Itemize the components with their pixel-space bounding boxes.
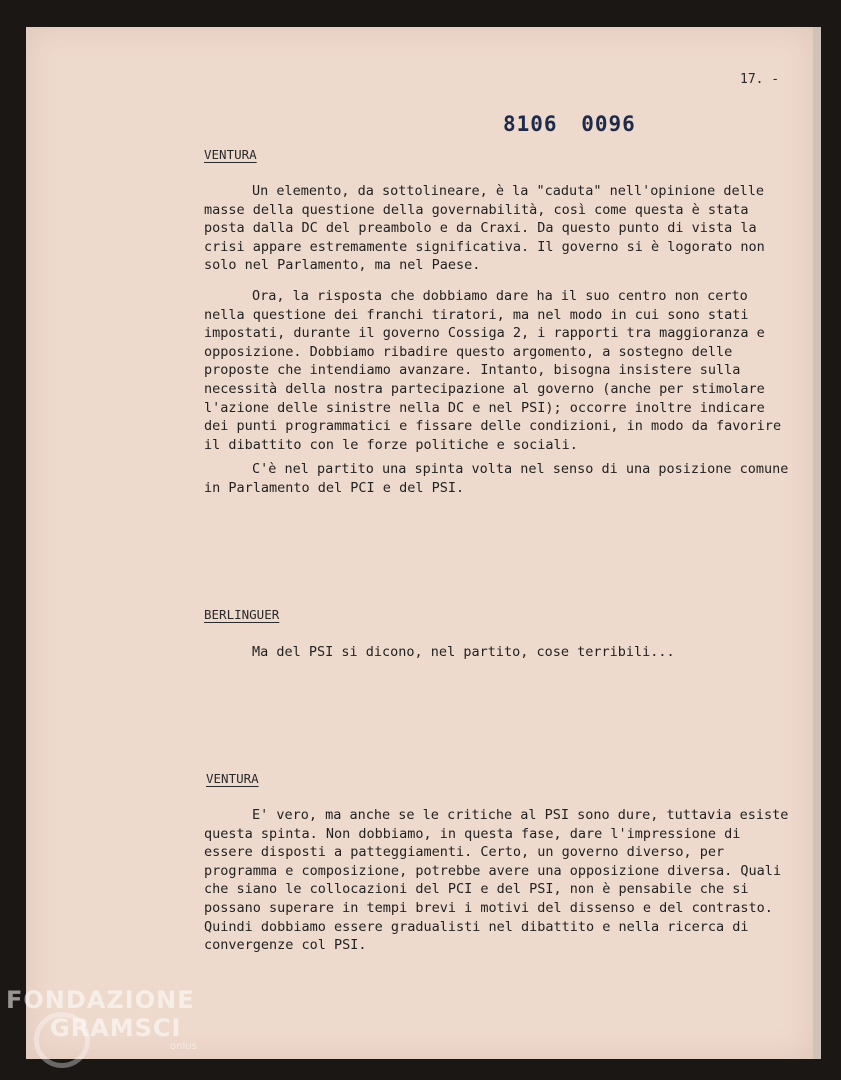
document-number: 8106 0096 — [503, 112, 636, 136]
watermark-logo — [6, 986, 197, 1052]
speaker-label: VENTURA — [206, 771, 259, 786]
speaker-label: VENTURA — [204, 147, 257, 162]
logo-line-2: GRAMSCI — [50, 1014, 182, 1042]
speaker-label: BERLINGUER — [204, 607, 280, 622]
paragraph: Un elemento, da sottolineare, è la "caduta" nell'opinione delle masse della questione della governabilità, così come questa è stata posta dalla DC del preambolo e da Craxi. Da questo punto di vista la crisi appare estremamente significativa. Il governo si è logorato non solo nel Parlamento, ma nel Paese. — [204, 183, 765, 274]
paragraph: Ma del PSI si dicono, nel partito, cose terribili... — [252, 644, 675, 660]
paragraph: Ora, la risposta che dobbiamo dare ha il suo centro non certo nella questione dei franchi tiratori, ma nel modo in cui sono stati impostati, durante il governo Cossiga 2, i rapporti tra maggioranza e opposizione. Dobbiamo ribadire questo argomento, a sostegno delle proposte che intendiamo avanzare. Intanto, bisogna insistere sulla necessità della nostra partecipazione al governo (anche per stimolare l'azione delle sinistre nella DC e nel PSI); occorre inoltre indicare dei punti programmatici e fissare delle condizioni, in modo da favorire il dibattito con le forze politiche e sociali. — [204, 288, 782, 453]
paragraph: E' vero, ma anche se le critiche al PSI sono dure, tuttavia esiste questa spinta. Non dobbiamo, in questa fase, dare l'impressione di essere disposti a patteggiamenti. Certo, un governo diverso, per programma e composizione, potrebbe avere una opposizione diversa. Quali che siano le collocazioni del PCI e del PSI, non è pensabile che si possano superare in tempi brevi i motivi del dissenso e del contrasto. Quindi dobbiamo essere gradualisti nel dibattito e nella ricerca di convergenze col PSI. — [204, 807, 789, 954]
page-number: 17. - — [740, 72, 780, 87]
paragraph: C'è nel partito una spinta volta nel senso di una posizione comune in Parlamento del PCI e del PSI. — [204, 461, 789, 496]
logo-line-3: onlus — [170, 1041, 197, 1052]
logo-line-1: FONDAZIONE — [6, 986, 195, 1014]
page-edge — [813, 27, 821, 1059]
